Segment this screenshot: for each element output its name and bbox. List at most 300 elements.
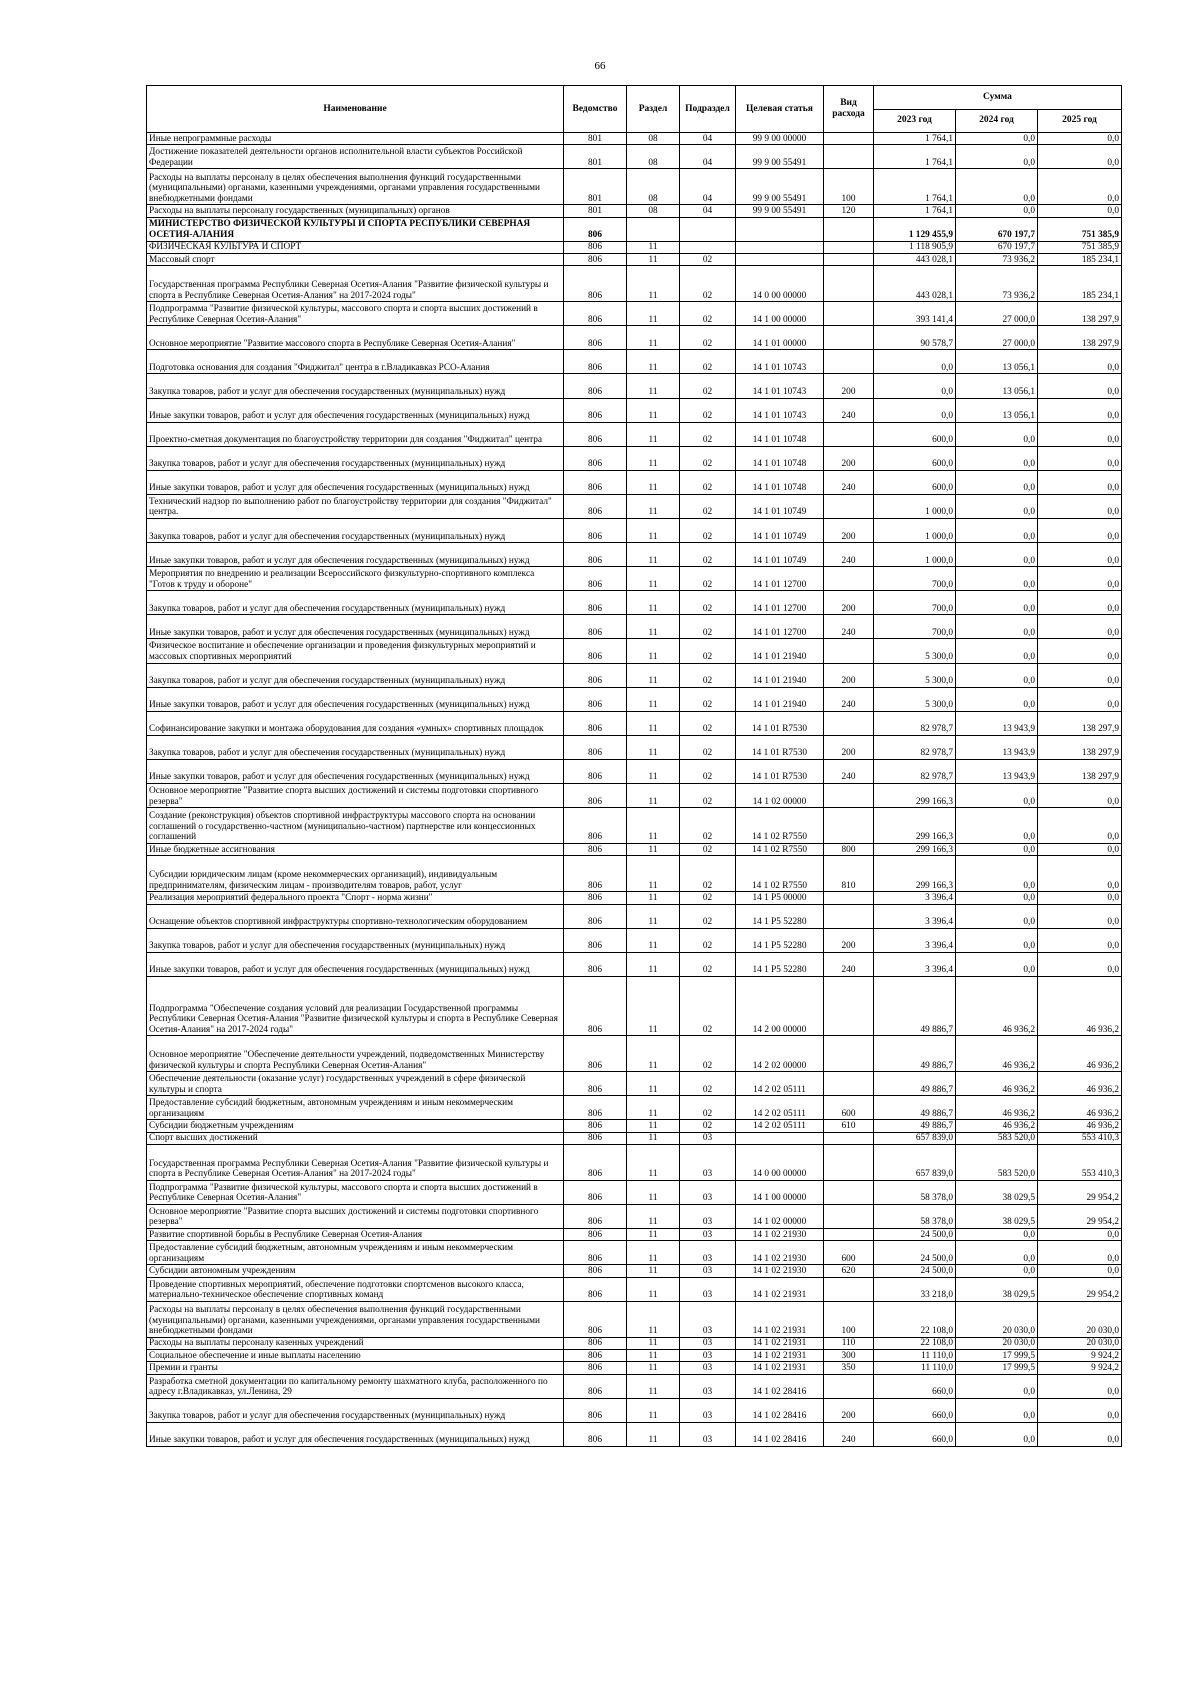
- cell-name: Закупка товаров, работ и услуг для обеспечения государственных (муниципальных) нужд: [147, 928, 564, 952]
- header-2023: 2023 год: [874, 109, 956, 133]
- cell-sum-2023: 0,0: [874, 398, 956, 422]
- cell-celevaya-statya: 14 1 02 28416: [736, 1398, 824, 1422]
- cell-name: Закупка товаров, работ и услуг для обеспечения государственных (муниципальных) нужд: [147, 519, 564, 543]
- cell-sum-2023: 58 378,0: [874, 1204, 956, 1228]
- cell-vedomstvo: 806: [564, 1362, 627, 1374]
- cell-celevaya-statya: 14 1 01 10748: [736, 422, 824, 446]
- cell-name: Обеспечение деятельности (оказание услуг) государственных учреждений в сфере физической культуры и спорта: [147, 1072, 564, 1096]
- cell-vedomstvo: 806: [564, 1301, 627, 1337]
- cell-sum-2023: 600,0: [874, 422, 956, 446]
- table-row: [147, 519, 1122, 543]
- cell-vedomstvo: 801: [564, 133, 627, 145]
- cell-vid-rashoda: 200: [824, 1398, 874, 1422]
- cell-podrazdel: 02: [680, 422, 736, 446]
- cell-sum-2024: 0,0: [956, 663, 1038, 687]
- cell-sum-2025: 0,0: [1038, 398, 1122, 422]
- table-row: [147, 1204, 1122, 1228]
- cell-razdel: 11: [627, 1265, 680, 1277]
- cell-podrazdel: 03: [680, 1229, 736, 1241]
- cell-razdel: 11: [627, 374, 680, 398]
- cell-sum-2023: 3 396,4: [874, 892, 956, 904]
- cell-vid-rashoda: [824, 422, 874, 446]
- cell-celevaya-statya: 14 1 01 R7530: [736, 711, 824, 735]
- cell-razdel: 11: [627, 952, 680, 976]
- cell-sum-2025: 0,0: [1038, 350, 1122, 374]
- cell-sum-2023: 11 110,0: [874, 1362, 956, 1374]
- cell-razdel: 11: [627, 844, 680, 856]
- cell-sum-2024: 13 056,1: [956, 374, 1038, 398]
- cell-vedomstvo: 806: [564, 615, 627, 639]
- cell-vedomstvo: 806: [564, 1374, 627, 1398]
- cell-razdel: 11: [627, 892, 680, 904]
- cell-vedomstvo: 806: [564, 1180, 627, 1204]
- cell-celevaya-statya: 14 1 01 10743: [736, 398, 824, 422]
- cell-sum-2023: 82 978,7: [874, 711, 956, 735]
- table-row: [147, 1422, 1122, 1446]
- cell-sum-2023: 299 166,3: [874, 784, 956, 808]
- cell-name: Закупка товаров, работ и услуг для обеспечения государственных (муниципальных) нужд: [147, 1398, 564, 1422]
- cell-sum-2025: 0,0: [1038, 205, 1122, 217]
- cell-celevaya-statya: [736, 253, 824, 265]
- cell-podrazdel: 02: [680, 687, 736, 711]
- cell-podrazdel: 03: [680, 1180, 736, 1204]
- cell-razdel: 11: [627, 266, 680, 302]
- cell-name: Основное мероприятие "Развитие спорта высших достижений и системы подготовки спортивного резерва": [147, 1204, 564, 1228]
- cell-vedomstvo: 806: [564, 1398, 627, 1422]
- cell-sum-2025: 46 936,2: [1038, 976, 1122, 1036]
- cell-name: Оснащение объектов спортивной инфраструктуры спортивно-технологическим оборудованием: [147, 904, 564, 928]
- cell-vid-rashoda: 200: [824, 591, 874, 615]
- table-row: [147, 856, 1122, 892]
- cell-name: Премии и гранты: [147, 1362, 564, 1374]
- cell-vedomstvo: 806: [564, 567, 627, 591]
- cell-celevaya-statya: 14 1 02 R7550: [736, 856, 824, 892]
- cell-vedomstvo: 806: [564, 1337, 627, 1349]
- cell-razdel: 11: [627, 663, 680, 687]
- cell-vedomstvo: 806: [564, 1036, 627, 1072]
- cell-celevaya-statya: 99 9 00 00000: [736, 133, 824, 145]
- cell-sum-2025: 0,0: [1038, 1374, 1122, 1398]
- cell-sum-2023: 5 300,0: [874, 687, 956, 711]
- cell-sum-2024: 38 029,5: [956, 1180, 1038, 1204]
- cell-sum-2023: 700,0: [874, 591, 956, 615]
- cell-razdel: 11: [627, 1120, 680, 1132]
- cell-podrazdel: 03: [680, 1398, 736, 1422]
- cell-sum-2023: 49 886,7: [874, 1120, 956, 1132]
- cell-podrazdel: 02: [680, 784, 736, 808]
- table-row: [147, 205, 1122, 217]
- cell-sum-2025: 29 954,2: [1038, 1277, 1122, 1301]
- cell-name: Подпрограмма "Развитие физической культуры, массового спорта и спорта высших достижений в Республике Северная Осетия-Алания": [147, 1180, 564, 1204]
- cell-razdel: 11: [627, 241, 680, 253]
- cell-name: Закупка товаров, работ и услуг для обеспечения государственных (муниципальных) нужд: [147, 663, 564, 687]
- cell-podrazdel: 02: [680, 663, 736, 687]
- header-summa: Сумма: [874, 86, 1122, 110]
- cell-sum-2024: 73 936,2: [956, 266, 1038, 302]
- cell-vedomstvo: 806: [564, 1422, 627, 1446]
- cell-celevaya-statya: 14 0 00 00000: [736, 1144, 824, 1180]
- cell-podrazdel: 02: [680, 1096, 736, 1120]
- cell-razdel: 08: [627, 169, 680, 205]
- table-row: [147, 470, 1122, 494]
- cell-sum-2024: 0,0: [956, 892, 1038, 904]
- header-vedomstvo: Ведомство: [564, 86, 627, 133]
- cell-name: Создание (реконструкция) объектов спортивной инфраструктуры массового спорта на основании соглашений о государственно-частном (муниципально-частном) партнерстве или концессионных соглашений: [147, 808, 564, 844]
- cell-sum-2023: 443 028,1: [874, 266, 956, 302]
- cell-celevaya-statya: 14 1 02 00000: [736, 784, 824, 808]
- cell-sum-2023: 600,0: [874, 446, 956, 470]
- cell-vid-rashoda: [824, 326, 874, 350]
- cell-sum-2024: 0,0: [956, 543, 1038, 567]
- cell-sum-2023: 5 300,0: [874, 663, 956, 687]
- cell-sum-2024: 73 936,2: [956, 253, 1038, 265]
- cell-razdel: 11: [627, 735, 680, 759]
- table-row: [147, 1277, 1122, 1301]
- cell-sum-2025: 0,0: [1038, 892, 1122, 904]
- cell-vid-rashoda: 810: [824, 856, 874, 892]
- cell-vid-rashoda: [824, 253, 874, 265]
- cell-podrazdel: 03: [680, 1422, 736, 1446]
- table-row: [147, 1072, 1122, 1096]
- header-vid-rashoda: Вид расхода: [824, 86, 874, 133]
- cell-razdel: 11: [627, 1374, 680, 1398]
- cell-sum-2024: 0,0: [956, 446, 1038, 470]
- cell-razdel: 11: [627, 1229, 680, 1241]
- cell-vid-rashoda: 300: [824, 1350, 874, 1362]
- cell-sum-2023: 3 396,4: [874, 952, 956, 976]
- cell-razdel: 11: [627, 856, 680, 892]
- table-row: [147, 133, 1122, 145]
- cell-razdel: 11: [627, 615, 680, 639]
- table-row: [147, 711, 1122, 735]
- cell-vedomstvo: 806: [564, 1204, 627, 1228]
- cell-sum-2023: 22 108,0: [874, 1301, 956, 1337]
- cell-vedomstvo: 806: [564, 470, 627, 494]
- cell-name: Иные закупки товаров, работ и услуг для обеспечения государственных (муниципальных) нужд: [147, 687, 564, 711]
- cell-sum-2024: 0,0: [956, 928, 1038, 952]
- cell-sum-2023: 393 141,4: [874, 302, 956, 326]
- cell-vedomstvo: 806: [564, 1241, 627, 1265]
- cell-vedomstvo: 801: [564, 205, 627, 217]
- cell-vedomstvo: 806: [564, 494, 627, 518]
- cell-sum-2024: 0,0: [956, 844, 1038, 856]
- table-row: [147, 591, 1122, 615]
- table-row: [147, 1036, 1122, 1072]
- cell-sum-2025: 553 410,3: [1038, 1144, 1122, 1180]
- cell-podrazdel: 02: [680, 326, 736, 350]
- cell-sum-2023: 0,0: [874, 374, 956, 398]
- table-row: [147, 784, 1122, 808]
- cell-vid-rashoda: [824, 1072, 874, 1096]
- cell-sum-2023: 660,0: [874, 1398, 956, 1422]
- cell-sum-2025: 138 297,9: [1038, 735, 1122, 759]
- cell-vedomstvo: 806: [564, 856, 627, 892]
- cell-celevaya-statya: 14 1 00 00000: [736, 302, 824, 326]
- cell-sum-2023: 657 839,0: [874, 1132, 956, 1144]
- cell-podrazdel: 03: [680, 1301, 736, 1337]
- cell-vedomstvo: 806: [564, 687, 627, 711]
- cell-celevaya-statya: 14 1 01 10748: [736, 470, 824, 494]
- cell-razdel: 11: [627, 1180, 680, 1204]
- cell-podrazdel: 02: [680, 350, 736, 374]
- cell-vedomstvo: 806: [564, 326, 627, 350]
- cell-vid-rashoda: 620: [824, 1265, 874, 1277]
- cell-razdel: 11: [627, 1337, 680, 1349]
- cell-vid-rashoda: [824, 1204, 874, 1228]
- cell-vedomstvo: 806: [564, 302, 627, 326]
- cell-podrazdel: 02: [680, 928, 736, 952]
- cell-razdel: 11: [627, 759, 680, 783]
- cell-razdel: 11: [627, 1301, 680, 1337]
- cell-vid-rashoda: [824, 1277, 874, 1301]
- cell-sum-2024: 13 943,9: [956, 735, 1038, 759]
- cell-vedomstvo: 806: [564, 1277, 627, 1301]
- cell-name: Развитие спортивной борьбы в Республике Северная Осетия-Алания: [147, 1229, 564, 1241]
- cell-sum-2024: 670 197,7: [956, 217, 1038, 241]
- cell-celevaya-statya: 14 1 02 21931: [736, 1350, 824, 1362]
- cell-razdel: 11: [627, 591, 680, 615]
- cell-podrazdel: 03: [680, 1277, 736, 1301]
- cell-vedomstvo: 806: [564, 1229, 627, 1241]
- cell-vid-rashoda: [824, 241, 874, 253]
- cell-podrazdel: 02: [680, 952, 736, 976]
- cell-sum-2023: 49 886,7: [874, 1096, 956, 1120]
- cell-celevaya-statya: 14 1 02 21931: [736, 1337, 824, 1349]
- cell-podrazdel: 02: [680, 759, 736, 783]
- cell-razdel: 11: [627, 519, 680, 543]
- cell-sum-2025: 0,0: [1038, 952, 1122, 976]
- cell-sum-2024: 0,0: [956, 1229, 1038, 1241]
- cell-podrazdel: [680, 217, 736, 241]
- cell-sum-2025: 0,0: [1038, 1398, 1122, 1422]
- cell-razdel: 11: [627, 928, 680, 952]
- cell-celevaya-statya: 14 1 02 21931: [736, 1362, 824, 1374]
- cell-sum-2024: 46 936,2: [956, 976, 1038, 1036]
- header-celevaya-statya: Целевая статья: [736, 86, 824, 133]
- cell-vid-rashoda: 610: [824, 1120, 874, 1132]
- cell-vid-rashoda: 800: [824, 844, 874, 856]
- cell-sum-2023: 82 978,7: [874, 735, 956, 759]
- cell-sum-2025: 185 234,1: [1038, 266, 1122, 302]
- cell-sum-2025: 138 297,9: [1038, 759, 1122, 783]
- cell-name: Закупка товаров, работ и услуг для обеспечения государственных (муниципальных) нужд: [147, 591, 564, 615]
- cell-razdel: 11: [627, 398, 680, 422]
- cell-sum-2024: 46 936,2: [956, 1096, 1038, 1120]
- cell-vedomstvo: 806: [564, 759, 627, 783]
- cell-sum-2023: 299 166,3: [874, 844, 956, 856]
- cell-sum-2023: 1 764,1: [874, 169, 956, 205]
- cell-sum-2025: 0,0: [1038, 904, 1122, 928]
- cell-celevaya-statya: 14 2 00 00000: [736, 976, 824, 1036]
- cell-vid-rashoda: [824, 350, 874, 374]
- table-row: [147, 1301, 1122, 1337]
- cell-name: Закупка товаров, работ и услуг для обеспечения государственных (муниципальных) нужд: [147, 446, 564, 470]
- cell-razdel: 11: [627, 253, 680, 265]
- cell-vid-rashoda: [824, 784, 874, 808]
- cell-sum-2024: 583 520,0: [956, 1132, 1038, 1144]
- cell-name: Технический надзор по выполнению работ по благоустройству территории для создания "Фиджитал" центра.: [147, 494, 564, 518]
- cell-vedomstvo: 806: [564, 1120, 627, 1132]
- cell-sum-2024: 20 030,0: [956, 1337, 1038, 1349]
- cell-sum-2025: 0,0: [1038, 663, 1122, 687]
- table-row: [147, 253, 1122, 265]
- cell-razdel: 11: [627, 976, 680, 1036]
- cell-razdel: [627, 217, 680, 241]
- table-row: [147, 808, 1122, 844]
- cell-podrazdel: 02: [680, 519, 736, 543]
- cell-name: Физическое воспитание и обеспечение организации и проведения физкультурных мероприятий и массовых спортивных мероприятий: [147, 639, 564, 663]
- cell-sum-2024: 0,0: [956, 639, 1038, 663]
- cell-sum-2025: 20 030,0: [1038, 1301, 1122, 1337]
- cell-sum-2025: 0,0: [1038, 1422, 1122, 1446]
- cell-sum-2025: 185 234,1: [1038, 253, 1122, 265]
- cell-name: Разработка сметной документации по капитальному ремонту шахматного клуба, расположенного по адресу г.Владикавказ, ул.Ленина, 29: [147, 1374, 564, 1398]
- table-body: [147, 133, 1122, 1447]
- cell-celevaya-statya: [736, 217, 824, 241]
- cell-vid-rashoda: 200: [824, 519, 874, 543]
- table-row: [147, 928, 1122, 952]
- cell-razdel: 11: [627, 1362, 680, 1374]
- table-row: [147, 350, 1122, 374]
- cell-celevaya-statya: 99 9 00 55491: [736, 145, 824, 169]
- table-row: [147, 398, 1122, 422]
- cell-sum-2024: 0,0: [956, 519, 1038, 543]
- cell-celevaya-statya: 14 1 01 10749: [736, 519, 824, 543]
- cell-sum-2025: 0,0: [1038, 687, 1122, 711]
- cell-vid-rashoda: [824, 1229, 874, 1241]
- cell-name: Иные закупки товаров, работ и услуг для обеспечения государственных (муниципальных) нужд: [147, 1422, 564, 1446]
- cell-celevaya-statya: 14 1 01 10743: [736, 374, 824, 398]
- cell-name: Расходы на выплаты персоналу в целях обеспечения выполнения функций государственными (муниципальными) органами, казенными учреждениями, органами управления государственными внебюджетными фондами: [147, 1301, 564, 1337]
- table-row: [147, 266, 1122, 302]
- cell-podrazdel: 02: [680, 892, 736, 904]
- table-row: [147, 1132, 1122, 1144]
- cell-podrazdel: 02: [680, 266, 736, 302]
- cell-vedomstvo: 806: [564, 398, 627, 422]
- table-row: [147, 687, 1122, 711]
- cell-sum-2024: 0,0: [956, 169, 1038, 205]
- cell-vid-rashoda: [824, 1374, 874, 1398]
- cell-sum-2024: 0,0: [956, 784, 1038, 808]
- cell-name: Иные закупки товаров, работ и услуг для обеспечения государственных (муниципальных) нужд: [147, 759, 564, 783]
- cell-sum-2024: 0,0: [956, 687, 1038, 711]
- cell-vedomstvo: 806: [564, 1072, 627, 1096]
- cell-name: Иные непрограммные расходы: [147, 133, 564, 145]
- cell-vid-rashoda: 240: [824, 398, 874, 422]
- table-row: [147, 145, 1122, 169]
- table-row: [147, 1350, 1122, 1362]
- cell-vid-rashoda: 100: [824, 1301, 874, 1337]
- cell-vedomstvo: 806: [564, 735, 627, 759]
- cell-vid-rashoda: 240: [824, 615, 874, 639]
- table-row: [147, 844, 1122, 856]
- cell-sum-2025: 0,0: [1038, 1229, 1122, 1241]
- table-row: [147, 1265, 1122, 1277]
- cell-vid-rashoda: [824, 266, 874, 302]
- cell-vedomstvo: 806: [564, 808, 627, 844]
- cell-vid-rashoda: 100: [824, 169, 874, 205]
- cell-sum-2025: 0,0: [1038, 928, 1122, 952]
- header-name: Наименование: [147, 86, 564, 133]
- cell-vedomstvo: 801: [564, 145, 627, 169]
- table-row: [147, 1229, 1122, 1241]
- cell-razdel: 08: [627, 145, 680, 169]
- table-row: [147, 302, 1122, 326]
- cell-vedomstvo: 806: [564, 519, 627, 543]
- cell-sum-2024: 13 056,1: [956, 350, 1038, 374]
- cell-sum-2023: 33 218,0: [874, 1277, 956, 1301]
- cell-celevaya-statya: 14 2 02 05111: [736, 1072, 824, 1096]
- cell-sum-2024: 46 936,2: [956, 1120, 1038, 1132]
- cell-podrazdel: 02: [680, 543, 736, 567]
- cell-sum-2024: 0,0: [956, 205, 1038, 217]
- cell-razdel: 11: [627, 470, 680, 494]
- cell-vid-rashoda: [824, 567, 874, 591]
- cell-vedomstvo: 806: [564, 1350, 627, 1362]
- cell-celevaya-statya: 14 1 02 28416: [736, 1422, 824, 1446]
- cell-sum-2023: 299 166,3: [874, 856, 956, 892]
- cell-razdel: 11: [627, 494, 680, 518]
- cell-razdel: 11: [627, 1422, 680, 1446]
- cell-razdel: 11: [627, 1398, 680, 1422]
- cell-razdel: 11: [627, 639, 680, 663]
- table-row: [147, 1144, 1122, 1180]
- cell-sum-2023: 1 000,0: [874, 494, 956, 518]
- cell-sum-2025: 9 924,2: [1038, 1362, 1122, 1374]
- table-row: [147, 1398, 1122, 1422]
- cell-sum-2024: 20 030,0: [956, 1301, 1038, 1337]
- cell-vedomstvo: 806: [564, 446, 627, 470]
- header-podrazdel: Подраздел: [680, 86, 736, 133]
- cell-sum-2023: 58 378,0: [874, 1180, 956, 1204]
- cell-sum-2025: 0,0: [1038, 1241, 1122, 1265]
- cell-podrazdel: 02: [680, 1072, 736, 1096]
- cell-podrazdel: 02: [680, 856, 736, 892]
- cell-celevaya-statya: 14 1 01 10749: [736, 543, 824, 567]
- cell-name: Массовый спорт: [147, 253, 564, 265]
- cell-podrazdel: 04: [680, 145, 736, 169]
- cell-podrazdel: 04: [680, 169, 736, 205]
- cell-sum-2024: 0,0: [956, 591, 1038, 615]
- cell-sum-2024: 0,0: [956, 1241, 1038, 1265]
- cell-sum-2023: 660,0: [874, 1374, 956, 1398]
- header-2024: 2024 год: [956, 109, 1038, 133]
- cell-sum-2023: 1 764,1: [874, 145, 956, 169]
- cell-razdel: 11: [627, 446, 680, 470]
- cell-vedomstvo: 806: [564, 1132, 627, 1144]
- cell-sum-2024: 13 056,1: [956, 398, 1038, 422]
- cell-sum-2024: 13 943,9: [956, 759, 1038, 783]
- cell-celevaya-statya: 14 1 02 21931: [736, 1277, 824, 1301]
- table-row: [147, 1120, 1122, 1132]
- cell-sum-2025: 46 936,2: [1038, 1096, 1122, 1120]
- page-number: 66: [594, 60, 606, 72]
- cell-sum-2023: 299 166,3: [874, 808, 956, 844]
- cell-podrazdel: 02: [680, 976, 736, 1036]
- cell-sum-2025: 46 936,2: [1038, 1120, 1122, 1132]
- cell-razdel: 11: [627, 1072, 680, 1096]
- cell-celevaya-statya: 14 2 02 05111: [736, 1120, 824, 1132]
- cell-celevaya-statya: 14 2 02 05111: [736, 1096, 824, 1120]
- cell-vid-rashoda: 240: [824, 470, 874, 494]
- cell-sum-2023: 3 396,4: [874, 928, 956, 952]
- cell-razdel: 11: [627, 784, 680, 808]
- cell-sum-2025: 0,0: [1038, 567, 1122, 591]
- cell-sum-2024: 17 999,5: [956, 1350, 1038, 1362]
- cell-sum-2023: 11 110,0: [874, 1350, 956, 1362]
- table-row: [147, 1374, 1122, 1398]
- cell-vedomstvo: 806: [564, 952, 627, 976]
